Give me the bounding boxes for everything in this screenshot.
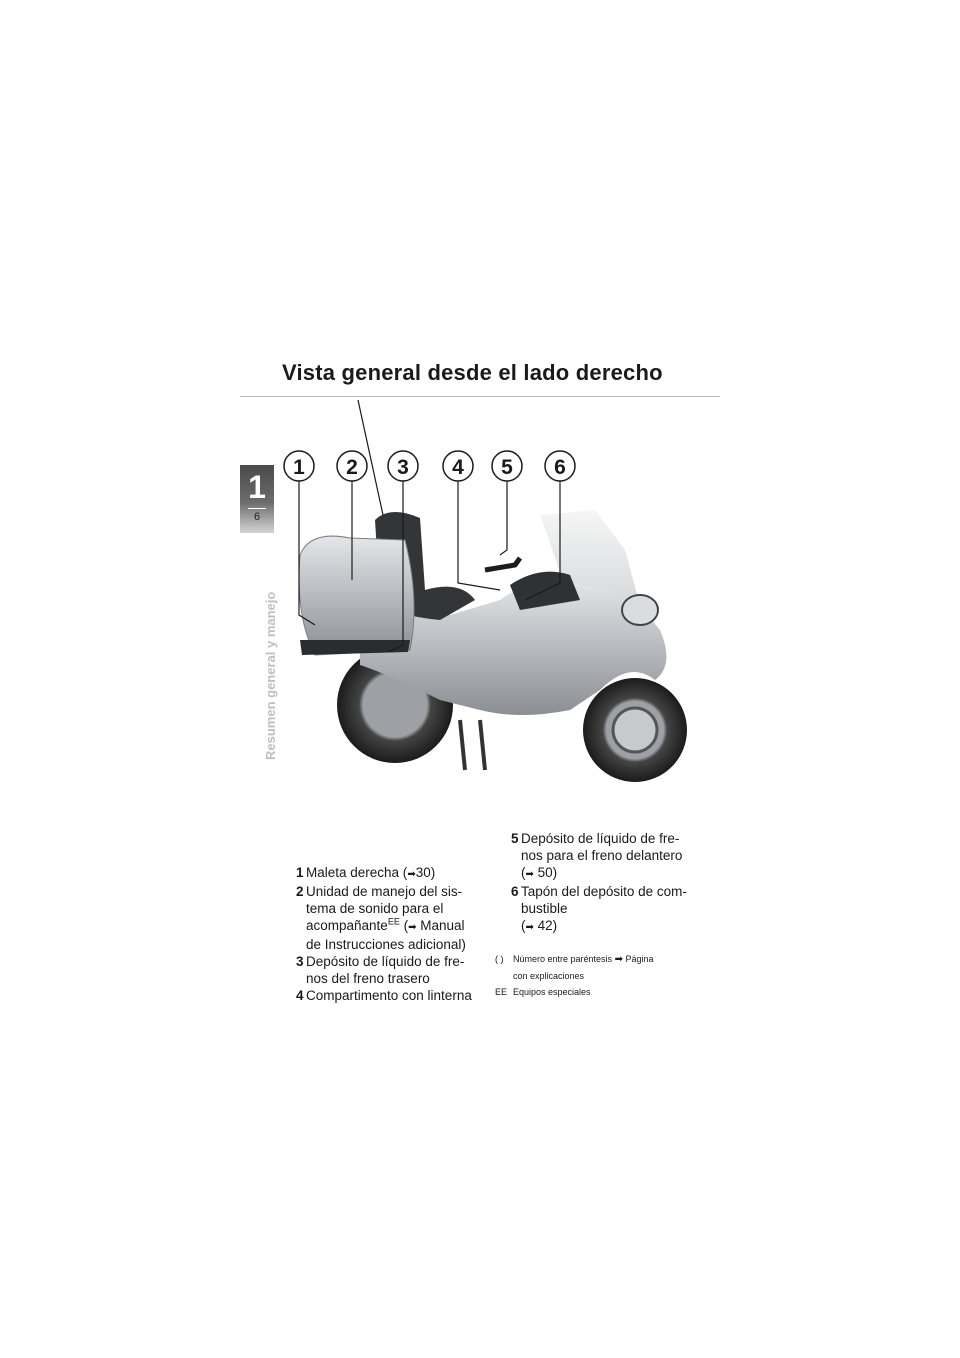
chapter-number: 1 — [248, 469, 266, 505]
legend-page-ref: 42) — [537, 918, 558, 933]
footnote-parentheses — [495, 951, 725, 984]
legend-text: ( — [521, 918, 526, 933]
legend-item-5 — [497, 830, 697, 883]
legend-item-6 — [497, 883, 697, 936]
saddlebag — [299, 536, 414, 655]
callout-6: 6 — [554, 456, 566, 479]
legend-text: nos del freno trasero — [306, 971, 430, 986]
legend-text: ( — [399, 918, 409, 933]
page-title: Vista general desde el lado derecho — [282, 360, 663, 385]
footnote-text: con explicaciones — [513, 971, 585, 981]
callout-3: 3 — [397, 456, 409, 479]
legend-text: Compartimento con linterna — [306, 988, 472, 1003]
legend-text: de Instrucciones adicional) — [306, 937, 466, 952]
title-divider — [240, 396, 720, 397]
footnote-symbol: ( ) — [495, 954, 504, 964]
legend-right-column — [497, 830, 697, 936]
special-equipment-mark: EE — [387, 916, 400, 927]
section-side-label: Resumen general y manejo — [263, 591, 278, 760]
footnotes — [495, 951, 725, 1000]
legend-text: tema de sonido para el — [306, 901, 444, 916]
legend-text: Depósito de líquido de fre- — [521, 831, 680, 846]
legend-number: 6 — [511, 884, 519, 899]
legend-text: nos para el freno delantero — [521, 848, 683, 863]
headlight — [622, 595, 658, 625]
legend-item-2 — [282, 883, 482, 953]
legend-text: Manual — [420, 918, 465, 933]
arrow-right-icon: ➡ — [525, 922, 534, 933]
legend-text: acompañante — [306, 918, 388, 933]
callout-4: 4 — [452, 456, 464, 479]
legend-number: 5 — [511, 831, 519, 846]
footnote-text: Número entre paréntesis — [513, 954, 613, 964]
page-number: 6 — [253, 511, 261, 523]
legend-text: Unidad de manejo del sis- — [306, 884, 463, 899]
arrow-right-icon: ➡ — [614, 954, 623, 965]
legend-number: 1 — [296, 865, 304, 880]
footnote-text: Equipos especiales — [513, 987, 591, 997]
callout-5: 5 — [501, 456, 513, 479]
legend-page-ref: 50) — [537, 865, 558, 880]
arrow-right-icon: ➡ — [525, 869, 534, 880]
legend-item-1 — [282, 864, 482, 883]
legend-text: Maleta derecha ( — [306, 865, 408, 880]
arrow-right-icon: ➡ — [408, 922, 417, 933]
legend-number: 2 — [296, 884, 304, 899]
legend-item-3 — [282, 953, 482, 987]
motorcycle-illustration — [240, 400, 720, 800]
legend-left-column — [282, 864, 482, 1004]
legend-text: bustible — [521, 901, 568, 916]
legend-text: Tapón del depósito de com- — [521, 884, 687, 899]
legend-page-ref: 30) — [415, 865, 436, 880]
legend-text: ( — [521, 865, 526, 880]
legend-text: Depósito de líquido de fre- — [306, 954, 465, 969]
arrow-right-icon: ➡ — [407, 869, 416, 880]
callout-markers — [284, 451, 575, 481]
callout-2: 2 — [346, 456, 358, 479]
footnote-special-equipment — [495, 984, 725, 1000]
legend-item-4 — [282, 987, 482, 1004]
callout-1: 1 — [293, 456, 305, 479]
legend-number: 3 — [296, 954, 304, 969]
motorcycle-figure — [240, 400, 720, 800]
legend-number: 4 — [296, 988, 304, 1003]
footnote-symbol: EE — [495, 987, 508, 997]
footnote-text: Página — [625, 954, 654, 964]
